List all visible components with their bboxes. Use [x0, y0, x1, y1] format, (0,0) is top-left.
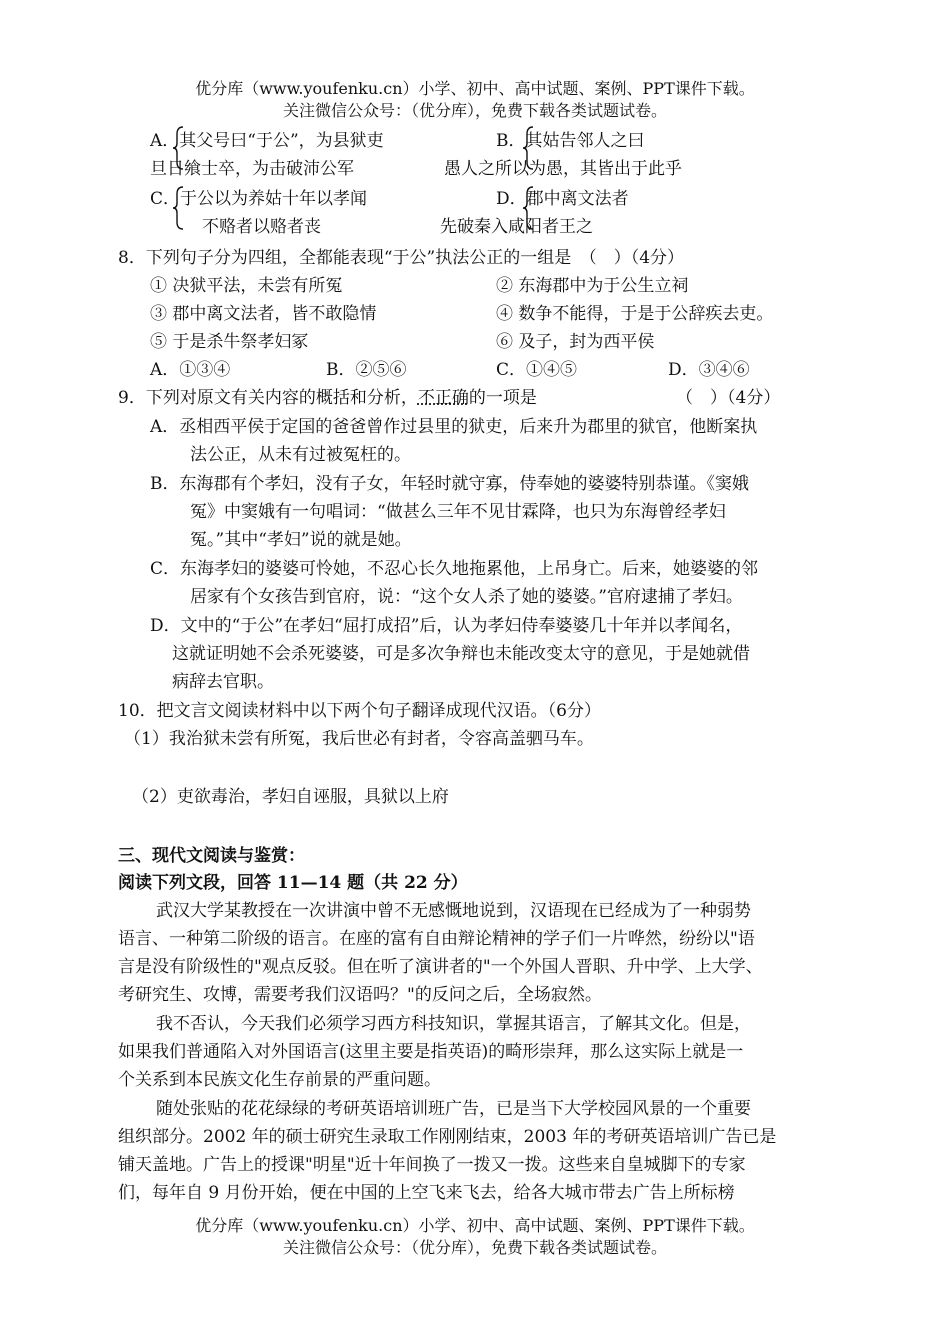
q7-option-d-line1: D．郡中离文法者 — [496, 189, 629, 209]
passage-line: 如果我们普通陷入对外国语言(这里主要是指英语)的畸形崇拜，那么这实际上就是一 — [118, 1042, 744, 1062]
q9-option-a-line1: A．丞相西平侯于定国的爸爸曾作过县里的狱吏，后来升为郡里的狱官，他断案执 — [150, 417, 758, 437]
q7-option-c-line2: 不赂者以赂者丧 — [202, 217, 321, 237]
q8-option-a: A．①③④ — [150, 360, 231, 380]
section-title: 三、现代文阅读与鉴赏： — [118, 846, 305, 866]
q8-option-c: C．①④⑤ — [496, 360, 578, 380]
footer-line-1: 优分库（www.youfenku.cn）小学、初中、高中试题、案例、PPT课件下载。 — [195, 1216, 755, 1235]
q9-stem-c: 的一项是 — [468, 388, 537, 408]
section-subtitle: 阅读下列文段，回答 11—14 题（共 22 分） — [118, 873, 468, 893]
q8-item-5: ⑤ 于是杀牛祭孝妇冢 — [150, 332, 309, 352]
q9-option-c-line2: 居家有个女孩告到官府，说：“这个女人杀了她的婆婆。”官府逮捕了孝妇。 — [190, 587, 743, 607]
q10-stem: 10．把文言文阅读材料中以下两个句子翻译成现代汉语。（6分） — [118, 701, 601, 721]
q9-option-a-line2: 法公正，从未有过被冤枉的。 — [190, 445, 411, 465]
q10-sentence-1: （1）我治狱未尝有所冤，我后世必有封者，令容高盖驷马车。 — [124, 729, 594, 749]
footer-line-2: 关注微信公众号：（优分库），免费下载各类试题试卷。 — [282, 1238, 667, 1257]
passage-line: 随处张贴的花花绿绿的考研英语培训班广告，已是当下大学校园风景的一个重要 — [156, 1099, 751, 1119]
q9-option-d-line3: 病辞去官职。 — [172, 672, 274, 692]
q9-stem — [118, 383, 537, 408]
q8-item-3: ③ 郡中离文法者，皆不敢隐情 — [150, 304, 377, 324]
header-line-1: 优分库（www.youfenku.cn）小学、初中、高中试题、案例、PPT课件下载。 — [195, 79, 755, 98]
q8-item-2: ② 东海郡中为于公生立祠 — [496, 276, 689, 296]
header-line-2: 关注微信公众号：（优分库），免费下载各类试题试卷。 — [282, 101, 667, 120]
passage-line: 我不否认，今天我们必须学习西方科技知识，掌握其语言，了解其文化。但是， — [156, 1014, 751, 1034]
passage-line: 组织部分。2002 年的硕士研究生录取工作刚刚结束，2003 年的考研英语培训广告已是 — [118, 1127, 777, 1147]
q7-option-c-line1: C．于公以为养姑十年以孝闻 — [150, 189, 368, 209]
passage-line: 语言、一种第二阶级的语言。在座的富有自由辩论精神的学子们一片哗然，纷纷以"语 — [118, 929, 755, 949]
q9-option-b-line1: B．东海郡有个孝妇，没有子女，年轻时就守寡，侍奉她的婆婆特别恭谨。《窦娥 — [150, 474, 749, 494]
passage-line: 铺天盖地。广告上的授课"明星"近十年间换了一拨又一拨。这些来自皇城脚下的专家 — [118, 1155, 746, 1175]
q8-item-4: ④ 数争不能得，于是于公辞疾去吏。 — [496, 304, 774, 324]
q8-item-1: ① 决狱平法，未尝有所冤 — [150, 276, 343, 296]
passage-line: 言是没有阶级性的"观点反驳。但在听了演讲者的"一个外国人晋职、升中学、上大学、 — [118, 957, 763, 977]
passage-line: 们，每年自 9 月份开始，便在中国的上空飞来飞去，给各大城市带去广告上所标榜 — [118, 1183, 735, 1203]
q7-option-d-line2: 先破秦入咸阳者王之 — [440, 217, 593, 237]
q9-stem-emphasis: 不正确 — [417, 388, 469, 408]
q7-option-a-line2: 旦日飨士卒，为击破沛公军 — [150, 159, 354, 179]
q8-option-d: D．③④⑥ — [668, 360, 750, 380]
q8-stem: 8．下列句子分为四组，全都能表现“于公”执法公正的一组是 （ ）（4分） — [118, 248, 685, 268]
q7-option-b-line2: 愚人之所以为愚，其皆出于此乎 — [444, 159, 682, 179]
q8-option-b: B．②⑤⑥ — [326, 360, 407, 380]
q7-option-a-line1: A．其父号曰“于公”，为县狱吏 — [150, 131, 384, 151]
q9-option-b-line2: 冤》中窦娥有一句唱词：“做甚么三年不见甘霖降，也只为东海曾经孝妇 — [190, 502, 726, 522]
q7-option-b-line1: B．其姑告邻人之曰 — [496, 131, 645, 151]
passage-line: 武汉大学某教授在一次讲演中曾不无感慨地说到，汉语现在已经成为了一种弱势 — [156, 901, 751, 921]
passage-line: 个关系到本民族文化生存前景的严重问题。 — [118, 1070, 441, 1090]
q9-option-c-line1: C．东海孝妇的婆婆可怜她，不忍心长久地拖累他，上吊身亡。后来，她婆婆的邻 — [150, 559, 759, 579]
q9-option-d-line2: 这就证明她不会杀死婆婆，可是多次争辩也未能改变太守的意见，于是她就借 — [172, 644, 750, 664]
q10-sentence-2: （2）吏欲毒治，孝妇自诬服，具狱以上府 — [132, 787, 449, 807]
q9-stem-a: 9．下列对原文有关内容的概括和分析， — [118, 388, 418, 408]
q9-option-d-line1: D．文中的“于公”在孝妇“屈打成招”后，认为孝妇侍奉婆婆几十年并以孝闻名， — [150, 616, 743, 636]
q8-item-6: ⑥ 及子，封为西平侯 — [496, 332, 655, 352]
q9-answer-paren: （ ）（4分） — [676, 388, 781, 408]
q9-option-b-line3: 冤。”其中“孝妇”说的就是她。 — [190, 530, 412, 550]
passage-line: 考研究生、攻博，需要考我们汉语吗？"的反问之后，全场寂然。 — [118, 985, 602, 1005]
